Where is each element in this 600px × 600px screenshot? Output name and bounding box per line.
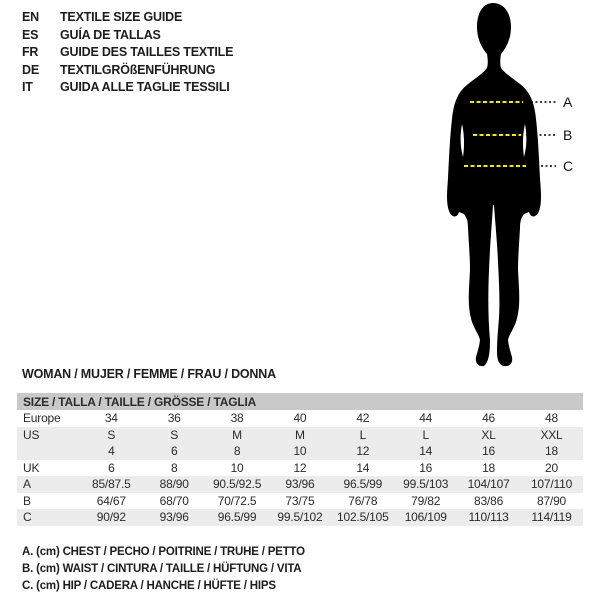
size-cell: 96.5/99 (331, 476, 394, 493)
size-cell: 16 (419, 460, 433, 475)
woman-silhouette (447, 3, 541, 366)
language-title-row (22, 79, 233, 97)
size-cell: 20 (545, 460, 558, 475)
size-cell: 110/113 (457, 509, 520, 526)
size-cell: 87/90 (536, 493, 567, 508)
size-cell: 93/96 (269, 476, 332, 493)
size-cell: 104/107 (457, 476, 520, 493)
waist-marker-label: B (563, 127, 573, 143)
size-cell: 12 (293, 460, 307, 475)
size-row-label: B (23, 493, 31, 508)
size-row-label: C (17, 509, 80, 526)
size-cell: 14 (356, 460, 370, 475)
size-table-row (17, 427, 583, 444)
size-table-row (17, 509, 583, 526)
size-row-label: Europe (23, 411, 61, 426)
section-label-woman: WOMAN / MUJER / FEMME / FRAU / DONNA (22, 367, 276, 381)
size-cell: 107/110 (520, 476, 583, 493)
language-title: GUIDE DES TAILLES TEXTILE (60, 45, 234, 59)
size-table-row (17, 476, 583, 493)
size-table-row (17, 443, 583, 460)
language-title: GUIDA ALLE TAGLIE TESSILI (60, 80, 230, 94)
size-cell: 8 (206, 443, 269, 460)
language-code: FR (22, 45, 39, 59)
language-title: TEXTILGRÖßENFÜHRUNG (60, 62, 216, 77)
size-cell: 18 (482, 460, 496, 475)
size-cell: 42 (356, 411, 370, 426)
language-title-row (22, 44, 233, 62)
language-title: GUÍA DE TALLAS (60, 27, 161, 42)
size-table-row (17, 410, 583, 427)
language-title-row (22, 27, 233, 45)
size-cell: 16 (457, 443, 520, 460)
size-row-label: US (17, 427, 80, 444)
size-cell: 14 (394, 443, 457, 460)
size-cell: S (143, 427, 206, 444)
legend-line: B. (cm) WAIST / CINTURA / TAILLE / HÜFTUNG / VITA (22, 563, 302, 575)
language-code: IT (22, 80, 33, 94)
size-cell: 90/92 (80, 509, 143, 526)
size-cell: 99.5/103 (394, 476, 457, 493)
size-cell: 40 (293, 411, 307, 426)
chest-marker-label: A (563, 94, 573, 110)
size-cell: 8 (170, 460, 178, 475)
size-table-header: SIZE / TALLA / TAILLE / GRÖSSE / TAGLIA (17, 393, 583, 410)
size-cell: 96.5/99 (206, 509, 269, 526)
size-table-header-row (17, 393, 583, 410)
language-code: EN (22, 10, 39, 24)
language-title-row (22, 9, 233, 27)
size-cell: 38 (230, 411, 244, 426)
size-row-label: UK (23, 460, 40, 475)
size-cell: M (206, 427, 269, 444)
legend-line: A. (cm) CHEST / PECHO / POITRINE / TRUHE / PETTO (22, 546, 305, 558)
language-code: DE (22, 62, 39, 77)
size-cell: 68/70 (159, 493, 189, 508)
size-cell: 102.5/105 (331, 509, 394, 526)
size-cell: 6 (143, 443, 206, 460)
size-cell: 12 (331, 443, 394, 460)
size-cell: 76/78 (348, 493, 378, 508)
size-cell: 36 (167, 411, 181, 426)
size-cell: 106/109 (394, 509, 457, 526)
woman-silhouette-figure (430, 0, 600, 375)
hip-marker-label: C (563, 158, 574, 174)
size-cell: 88/90 (143, 476, 206, 493)
size-cell: 90.5/92.5 (206, 476, 269, 493)
size-cell: S (80, 427, 143, 444)
size-cell: 93/96 (143, 509, 206, 526)
size-table-row (17, 493, 583, 510)
size-cell: 18 (520, 443, 583, 460)
size-row-label: A (17, 476, 80, 493)
size-cell: L (394, 427, 457, 444)
size-cell: 79/82 (411, 493, 441, 508)
legend-line: C. (cm) HIP / CADERA / HANCHE / HÜFTE / HIPS (22, 580, 276, 592)
size-cell: 83/86 (474, 493, 504, 508)
language-title-row (22, 62, 233, 80)
size-cell: 70/72.5 (217, 493, 257, 508)
size-cell: 10 (230, 460, 244, 475)
size-cell: 34 (104, 411, 118, 426)
size-cell: 73/75 (285, 493, 315, 508)
size-cell: 10 (269, 443, 332, 460)
size-table-row (17, 460, 583, 477)
language-title: TEXTILE SIZE GUIDE (60, 10, 183, 24)
language-code: ES (22, 27, 39, 42)
size-cell: 64/67 (96, 493, 126, 508)
size-cell: L (331, 427, 394, 444)
measurement-legend (22, 544, 305, 595)
size-cell: 46 (482, 411, 496, 426)
size-cell: 48 (545, 411, 558, 426)
size-table (17, 393, 583, 526)
size-row-label (17, 443, 80, 460)
size-cell: 4 (80, 443, 143, 460)
size-cell: 44 (419, 411, 433, 426)
size-cell: 85/87.5 (80, 476, 143, 493)
size-cell: 99.5/102 (269, 509, 332, 526)
size-cell: XL (457, 427, 520, 444)
size-cell: 114/119 (520, 509, 583, 526)
size-cell: XXL (520, 427, 583, 444)
size-cell: 6 (108, 460, 115, 475)
language-title-list (22, 9, 233, 97)
size-cell: M (269, 427, 332, 444)
